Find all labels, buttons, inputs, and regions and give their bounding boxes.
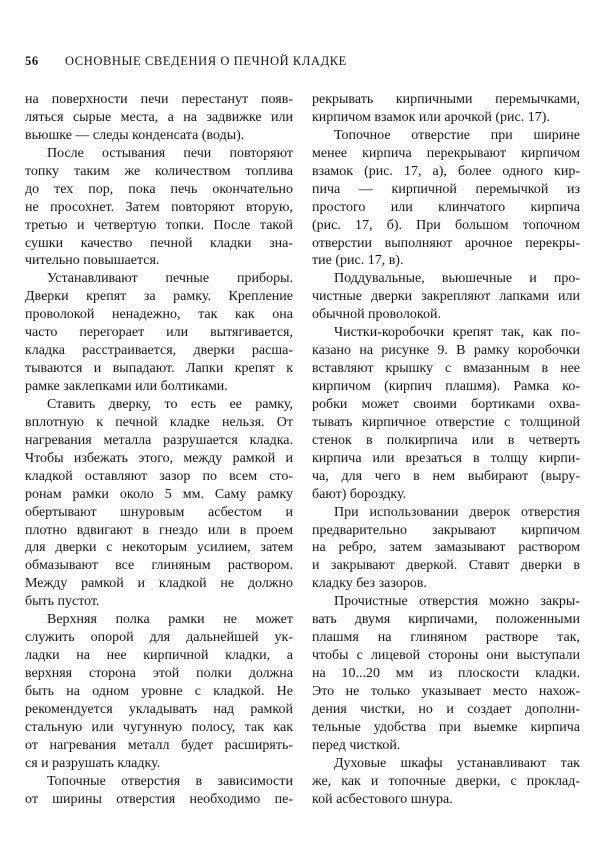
text-line: тываются и выпадают. Лапки крепят к xyxy=(25,361,293,377)
text-line: плотно вдвигают в гнездо или в проем xyxy=(25,522,293,538)
paragraph xyxy=(25,396,293,611)
paragraph xyxy=(312,593,580,754)
text-line: кой асбестового шнура. xyxy=(312,791,453,807)
text-line: кирпича или врезаться в толщу кирпи- xyxy=(312,450,580,466)
text-line: Прочистные отверстия можно закры- xyxy=(334,594,580,610)
text-line: ча, для чего в нем выбирают (выру- xyxy=(312,468,580,484)
paragraph xyxy=(25,773,293,809)
text-line: вплотную к печной кладке нельзя. От xyxy=(25,414,293,430)
text-line: ладки на нее кирпичной кладки, а xyxy=(25,648,293,664)
running-title: ОСНОВНЫЕ СВЕДЕНИЯ О ПЕЧНОЙ КЛАДКЕ xyxy=(65,54,347,68)
text-line: Духовые шкафы устанавливают так xyxy=(334,755,580,771)
text-line: для дверки с некоторым усилием, затем xyxy=(25,540,293,556)
text-line: предварительно закрывают кирпичом xyxy=(312,522,580,538)
text-line: дения чистки, но и создает дополни- xyxy=(312,701,580,717)
text-line: простого или клинчатого кирпича xyxy=(312,199,580,215)
text-line: тие (рис. 17, в). xyxy=(312,253,404,269)
paragraph xyxy=(312,324,580,503)
text-line: Топочные отверстия в зависимости xyxy=(47,773,293,789)
text-line: чительно повышается. xyxy=(25,253,160,269)
text-line: служить опорой для дальнейшей ук- xyxy=(25,630,293,646)
paragraph xyxy=(25,91,293,145)
page-number: 56 xyxy=(25,54,39,68)
text-line: проволокой ненадежно, так как она xyxy=(25,307,293,323)
text-line: чистные дверки закрепляют лапками или xyxy=(312,289,580,305)
text-line: обмазывают все глиняным раствором. xyxy=(25,558,293,574)
text-line: кладку без зазоров. xyxy=(312,576,427,592)
text-line: Поддувальные, вьюшечные и про- xyxy=(334,271,580,287)
text-line: кирпичом (кирпич плашмя). Рамка ко- xyxy=(312,379,580,394)
text-line: Верхняя полка рамки не может xyxy=(47,612,293,628)
text-line: быть на одном уровне с кладкой. Не xyxy=(25,683,293,699)
paragraph xyxy=(312,270,580,324)
text-line: вьюшке — следы конденсата (воды). xyxy=(25,127,245,143)
text-line: и закрывают дверкой. Ставят дверки в xyxy=(312,558,580,574)
text-line: пича — кирпичной перемычкой из xyxy=(312,181,580,197)
text-line: рамке заклепками или болтиками. xyxy=(25,379,228,394)
text-line: ронам рамки около 5 мм. Саму рамку xyxy=(25,486,293,502)
text-line: Ставить дверку, то есть ее рамку, xyxy=(47,396,293,412)
text-line: верхняя сторона этой полки должна xyxy=(25,666,293,681)
text-line: бают) бороздку. xyxy=(312,486,407,502)
text-line: от нагревания металл будет расширять- xyxy=(25,737,293,753)
text-line: стальную или чугунную полосу, так как xyxy=(25,719,293,735)
left-column xyxy=(25,91,293,809)
text-line: После остывания печи повторяют xyxy=(47,145,293,161)
text-line: взамок (рис. 17, а), более одного кир- xyxy=(312,163,580,179)
text-line: не просохнет. Затем повторяют вторую, xyxy=(25,199,293,215)
text-line: менее кирпича перекрывают кирпичом xyxy=(312,145,580,161)
text-line: обертывают шнуровым асбестом и xyxy=(25,504,293,520)
paragraph xyxy=(312,127,580,271)
text-line: на ребро, затем замазывают раствором xyxy=(312,540,580,556)
text-line: отверстии выполняют арочное перекры- xyxy=(312,235,580,251)
text-line: тельные удобства при выемке кирпича xyxy=(312,719,580,735)
text-line: рекрывать кирпичными перемычками, xyxy=(312,92,580,107)
paragraph xyxy=(312,91,580,127)
text-line: стенок в полкирпича или в четверть xyxy=(312,432,580,448)
text-line: же, как и топочные дверки, с проклад- xyxy=(312,773,580,789)
text-line: кладка расстраивается, дверки расша- xyxy=(25,343,293,359)
text-line: При использовании дверок отверстия xyxy=(334,504,580,520)
text-line: Дверки крепят за рамку. Крепление xyxy=(25,289,293,305)
paragraph xyxy=(312,504,580,594)
text-line: часто перегорает или вытягивается, xyxy=(25,325,293,341)
text-line: нагревания металла разрушается кладка. xyxy=(25,432,293,448)
text-line: до тех пор, пока печь окончательно xyxy=(25,181,293,197)
text-line: кладкой оставляют зазор по всем сто- xyxy=(25,468,293,484)
text-line: Чтобы избежать этого, между рамкой и xyxy=(25,450,293,466)
text-line: Чистки-коробочки крепят так, как по- xyxy=(334,325,580,341)
text-line: быть пустот. xyxy=(25,594,100,610)
text-line: (рис. 17, б). При большом топочном xyxy=(312,217,580,233)
text-line: на поверхности печи перестанут появ- xyxy=(25,92,293,107)
text-line: плашмя на глиняном растворе так, xyxy=(312,630,580,646)
text-line: рекомендуется укладывать над рамкой xyxy=(25,701,293,717)
text-line: перед чисткой. xyxy=(312,737,401,753)
text-line: казано на рисунке 9. В рамку коробочки xyxy=(312,343,580,359)
text-line: топку таким же количеством топлива xyxy=(25,163,293,179)
text-line: третью и четвертую топки. После такой xyxy=(25,217,293,233)
text-line: ляться сырые места, а на задвижке или xyxy=(25,109,293,125)
text-line: вставляют крышку с вмазанным в нее xyxy=(312,361,580,377)
page-header xyxy=(25,54,585,72)
paragraph xyxy=(25,611,293,772)
text-line: Топочное отверстие при ширине xyxy=(334,127,580,143)
paragraph xyxy=(25,270,293,396)
text-line: на 10...20 мм из плоскости кладки. xyxy=(312,666,580,681)
text-line: Устанавливают печные приборы. xyxy=(47,271,293,287)
text-line: кирпичом взамок или арочкой (рис. 17). xyxy=(312,109,550,125)
paragraph xyxy=(25,145,293,271)
text-line: от ширины отверстия необходимо пе- xyxy=(25,791,293,807)
text-line: Это не только указывает место нахож- xyxy=(312,683,580,699)
text-line: тывать кирпичное отверстие с толщиной xyxy=(312,414,580,430)
text-line: робки может своими бортиками охва- xyxy=(312,396,580,412)
paragraph xyxy=(312,755,580,809)
right-column xyxy=(312,91,580,809)
text-line: чтобы с лицевой стороны они выступали xyxy=(312,648,580,664)
text-line: сушки качество печной кладки зна- xyxy=(25,235,293,251)
text-line: обычной проволокой. xyxy=(312,307,441,323)
text-line: вать двумя кирпичами, положенными xyxy=(312,612,580,628)
text-line: Между рамкой и кладкой не должно xyxy=(25,576,293,592)
text-line: ся и разрушать кладку. xyxy=(25,755,161,771)
